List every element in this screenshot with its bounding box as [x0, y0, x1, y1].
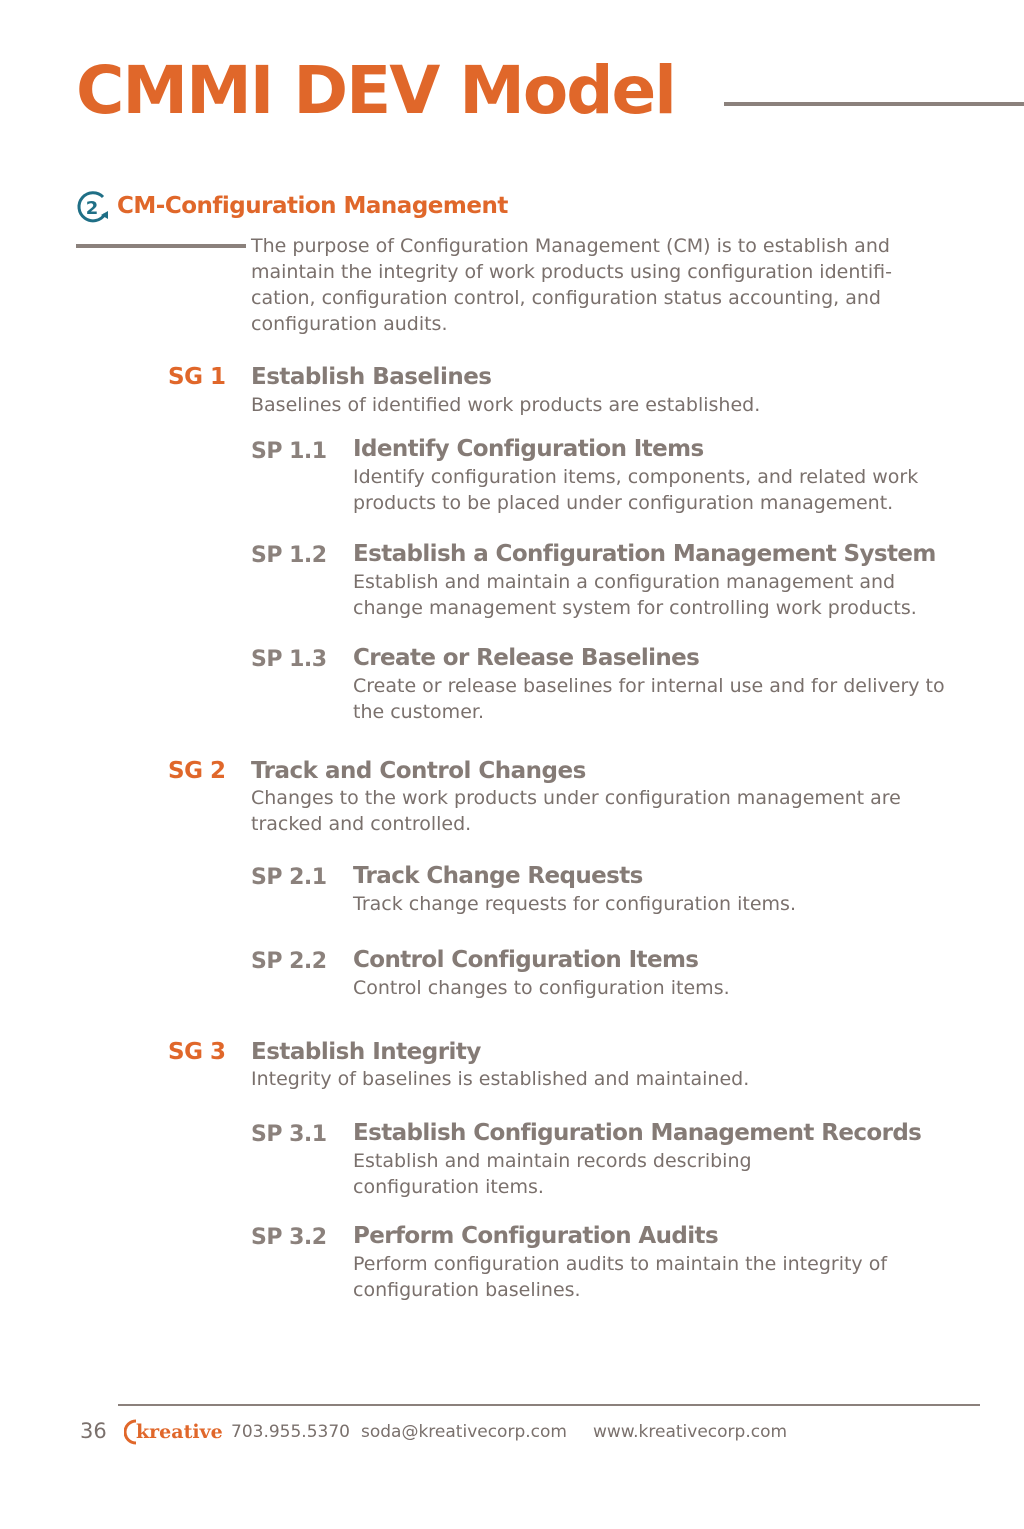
- goal-title: Establish Baselines: [251, 364, 492, 390]
- title-divider: [724, 102, 1024, 106]
- goal-title: Establish Integrity: [251, 1039, 481, 1065]
- goal-label: SG 2: [168, 758, 226, 784]
- goal-label: SG 3: [168, 1039, 226, 1065]
- page-title: CMMI DEV Model: [76, 52, 675, 129]
- practice-title: Track Change Requests: [353, 863, 643, 889]
- footer-website[interactable]: www.kreativecorp.com: [593, 1422, 788, 1442]
- practice-description: Establish and maintain a configuration management and change management system for controlling work products.: [353, 571, 917, 619]
- practice-label: SP 2.1: [251, 865, 327, 890]
- practice-title: Perform Configuration Audits: [353, 1223, 719, 1249]
- section-title: CM-Configuration Management: [117, 193, 508, 219]
- practice-title: Create or Release Baselines: [353, 645, 700, 671]
- practice-description: Establish and maintain records describing configuration items.: [353, 1150, 752, 1198]
- practice-label: SP 3.2: [251, 1225, 327, 1250]
- practice-description: Track change requests for configuration items.: [353, 893, 796, 915]
- section-badge-number: 2: [85, 198, 99, 219]
- footer-divider: [118, 1404, 980, 1406]
- practice-title: Control Configuration Items: [353, 947, 699, 973]
- practice-label: SP 1.2: [251, 543, 327, 568]
- practice-label: SP 3.1: [251, 1122, 327, 1147]
- goal-title: Track and Control Changes: [251, 758, 586, 784]
- footer-phone: 703.955.5370: [231, 1422, 350, 1442]
- goal-description: Baselines of identified work products are established.: [251, 394, 761, 416]
- practice-label: SP 2.2: [251, 949, 327, 974]
- goal-description: Integrity of baselines is established and maintained.: [251, 1068, 750, 1090]
- practice-description: Create or release baselines for internal use and for delivery to the customer.: [353, 675, 945, 723]
- page-number: 36: [80, 1419, 107, 1443]
- cycle-two-icon: [72, 188, 110, 226]
- practice-title: Identify Configuration Items: [353, 436, 704, 462]
- practice-description: Identify configuration items, components, and related work products to be placed under configuration management.: [353, 466, 919, 514]
- goal-description: Changes to the work products under configuration management are tracked and controlled.: [251, 787, 901, 835]
- footer-email[interactable]: soda@kreativecorp.com: [361, 1422, 567, 1442]
- goal-label: SG 1: [168, 364, 226, 390]
- logo-text: kreative: [136, 1421, 223, 1443]
- purpose-divider: [76, 244, 246, 248]
- section-purpose: The purpose of Configuration Management (CM) is to establish and maintain the integrity of work products using configuration identifi-cation, configuration control, configuration status accounting, and configuration audits.: [251, 235, 892, 335]
- practice-title: Establish a Configuration Management System: [353, 541, 936, 567]
- practice-label: SP 1.1: [251, 439, 327, 464]
- kreative-logo: [124, 1416, 223, 1448]
- practice-label: SP 1.3: [251, 647, 327, 672]
- practice-title: Establish Configuration Management Records: [353, 1120, 922, 1146]
- practice-description: Perform configuration audits to maintain the integrity of configuration baselines.: [353, 1253, 888, 1301]
- practice-description: Control changes to configuration items.: [353, 977, 730, 999]
